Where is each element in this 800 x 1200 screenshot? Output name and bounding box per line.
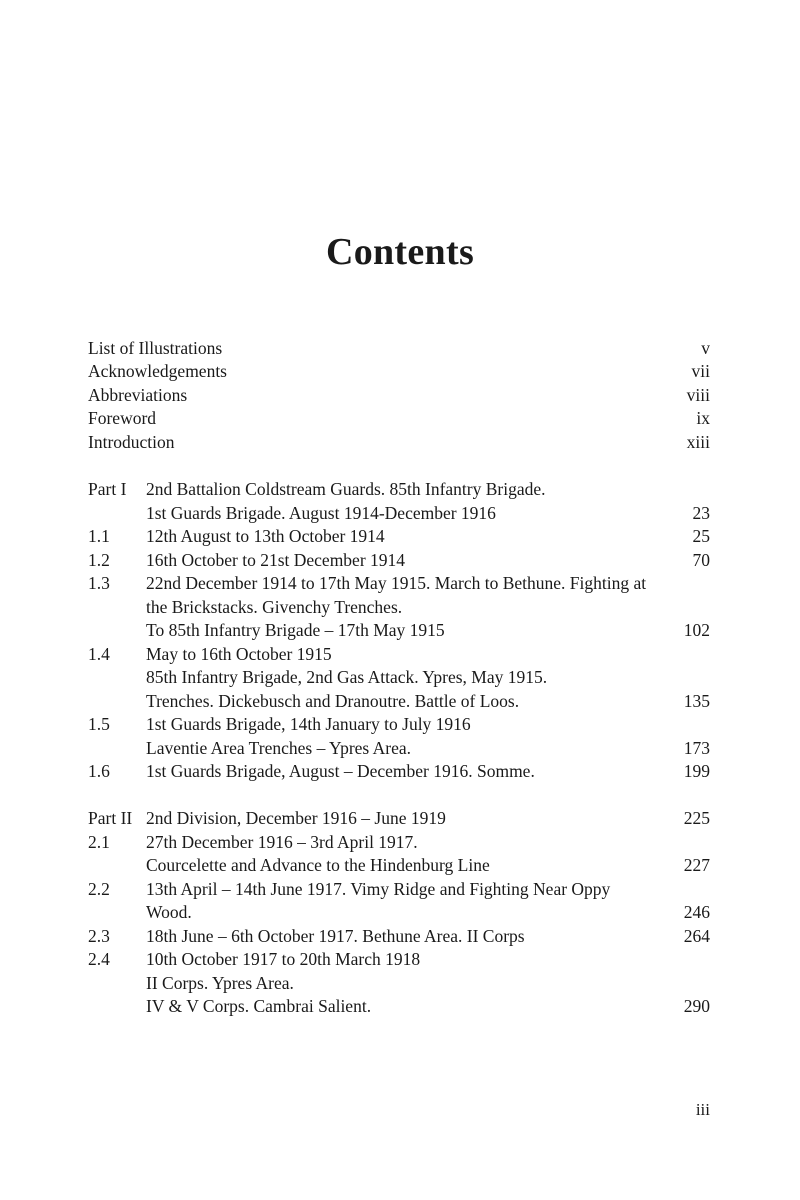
toc-entry-number: 2.3 <box>88 925 110 946</box>
toc-entry-line[interactable] <box>88 596 710 620</box>
toc-entry-page: 290 <box>683 996 710 1016</box>
toc-entry-page: ix <box>696 408 710 429</box>
page-number: iii <box>695 1100 710 1119</box>
toc-entry-page: 135 <box>683 690 710 711</box>
toc-entry-text: 22nd December 1914 to 17th May 1915. March to Bethune. Fighting at <box>146 573 647 593</box>
toc-entry-page: vii <box>691 361 710 382</box>
toc-entry-number: 1.4 <box>88 643 110 664</box>
toc-entry-text: Foreword <box>88 408 157 429</box>
toc-entry-text: Acknowledgements <box>88 361 227 382</box>
toc-entry-text: 2nd Battalion Coldstream Guards. 85th Infantry Brigade. <box>146 479 546 499</box>
toc-entry-number: 1.3 <box>88 573 110 593</box>
toc-entry-number: 2.2 <box>88 878 110 899</box>
toc-entry[interactable] <box>88 337 710 360</box>
toc-entry-line[interactable] <box>88 737 710 761</box>
toc-entry-text: 13th April – 14th June 1917. Vimy Ridge and Fighting Near Oppy <box>146 878 611 899</box>
toc-entry-line[interactable] <box>88 831 710 855</box>
toc-entry-number: 2.1 <box>88 831 110 852</box>
toc-entry-text: 1st Guards Brigade, August – December 1916. Somme. <box>146 761 535 781</box>
toc-entry-text: IV & V Corps. Cambrai Salient. <box>146 996 372 1016</box>
toc-entry-line[interactable] <box>88 525 710 549</box>
toc-entry-number: 1.2 <box>88 549 110 570</box>
toc-entry-text: 2nd Division, December 1916 – June 1919 <box>146 808 446 828</box>
toc-entry-number: Part I <box>88 479 127 499</box>
toc-entry-text: the Brickstacks. Givenchy Trenches. <box>146 596 403 617</box>
toc-entry-page: 23 <box>692 502 710 523</box>
toc-entry-page: 25 <box>692 526 710 546</box>
toc-entry-line[interactable] <box>88 807 710 831</box>
toc-entry-line[interactable] <box>88 925 710 949</box>
toc-entry-line[interactable] <box>88 901 710 925</box>
chapter-list <box>88 478 710 1019</box>
toc-entry-text: 1st Guards Brigade. August 1914-December 1916 <box>146 502 496 523</box>
toc-entry-line[interactable] <box>88 760 710 784</box>
toc-entry-text: Wood. <box>146 902 192 922</box>
toc-entry-page: 246 <box>683 902 710 922</box>
front-matter-list <box>88 337 710 454</box>
toc-entry-line[interactable] <box>88 643 710 667</box>
toc-entry-line[interactable] <box>88 502 710 526</box>
toc-entry-line[interactable] <box>88 878 710 902</box>
toc-entry-number: 1.1 <box>88 526 110 546</box>
toc-entry-text: 12th August to 13th October 1914 <box>146 526 385 546</box>
toc-entry-text: List of Illustrations <box>88 338 223 358</box>
toc-entry-line[interactable] <box>88 619 710 643</box>
toc-entry-text: 16th October to 21st December 1914 <box>146 549 406 570</box>
toc-entry-text: Abbreviations <box>88 384 188 405</box>
toc-entry-text: II Corps. Ypres Area. <box>146 972 294 993</box>
toc-entry-page: v <box>701 338 710 358</box>
page-title: Contents <box>325 231 475 273</box>
toc-entry-page: viii <box>686 384 710 405</box>
toc-entry-line[interactable] <box>88 854 710 878</box>
toc-entry-text: 27th December 1916 – 3rd April 1917. <box>146 831 418 852</box>
toc-entry-line[interactable] <box>88 478 710 502</box>
toc-entry-page: 227 <box>683 855 710 875</box>
toc-entry-page: 173 <box>683 737 710 758</box>
toc-entry-number: Part II <box>88 808 133 828</box>
toc-entry-line[interactable] <box>88 572 710 596</box>
toc-entry[interactable] <box>88 384 710 407</box>
toc-entry-text: 10th October 1917 to 20th March 1918 <box>146 949 421 969</box>
toc-entry-line[interactable] <box>88 995 710 1019</box>
toc-entry-line[interactable] <box>88 972 710 996</box>
toc-entry-text: Introduction <box>88 431 175 452</box>
toc-entry-page: 102 <box>683 620 710 640</box>
toc-entry-text: May to 16th October 1915 <box>146 643 332 664</box>
toc-entry[interactable] <box>88 431 710 454</box>
toc-entry-line[interactable] <box>88 666 710 690</box>
toc-entry-line[interactable] <box>88 549 710 573</box>
toc-entry-number: 2.4 <box>88 949 110 969</box>
toc-entry-number: 1.6 <box>88 761 110 781</box>
toc-entry-page: 225 <box>683 808 710 828</box>
toc-entry-page: 199 <box>683 761 710 781</box>
toc-entry-number: 1.5 <box>88 714 110 734</box>
toc-entry-text: 18th June – 6th October 1917. Bethune Area. II Corps <box>146 925 525 946</box>
toc-entry[interactable] <box>88 407 710 430</box>
toc-entry[interactable] <box>88 360 710 383</box>
toc-entry-text: Courcelette and Advance to the Hindenburg Line <box>146 855 490 875</box>
toc-entry-text: To 85th Infantry Brigade – 17th May 1915 <box>146 620 445 640</box>
toc-entry-text: Laventie Area Trenches – Ypres Area. <box>146 737 412 758</box>
section-gap <box>88 784 710 808</box>
toc-entry-line[interactable] <box>88 948 710 972</box>
toc-entry-page: xiii <box>686 431 710 452</box>
toc-entry-text: Trenches. Dickebusch and Dranoutre. Battle of Loos. <box>146 690 520 711</box>
toc-entry-text: 85th Infantry Brigade, 2nd Gas Attack. Ypres, May 1915. <box>146 667 548 687</box>
toc-entry-text: 1st Guards Brigade, 14th January to July 1916 <box>146 714 471 734</box>
toc-entry-page: 70 <box>692 549 710 570</box>
toc-entry-page: 264 <box>683 925 710 946</box>
toc-entry-line[interactable] <box>88 713 710 737</box>
toc-entry-line[interactable] <box>88 690 710 714</box>
